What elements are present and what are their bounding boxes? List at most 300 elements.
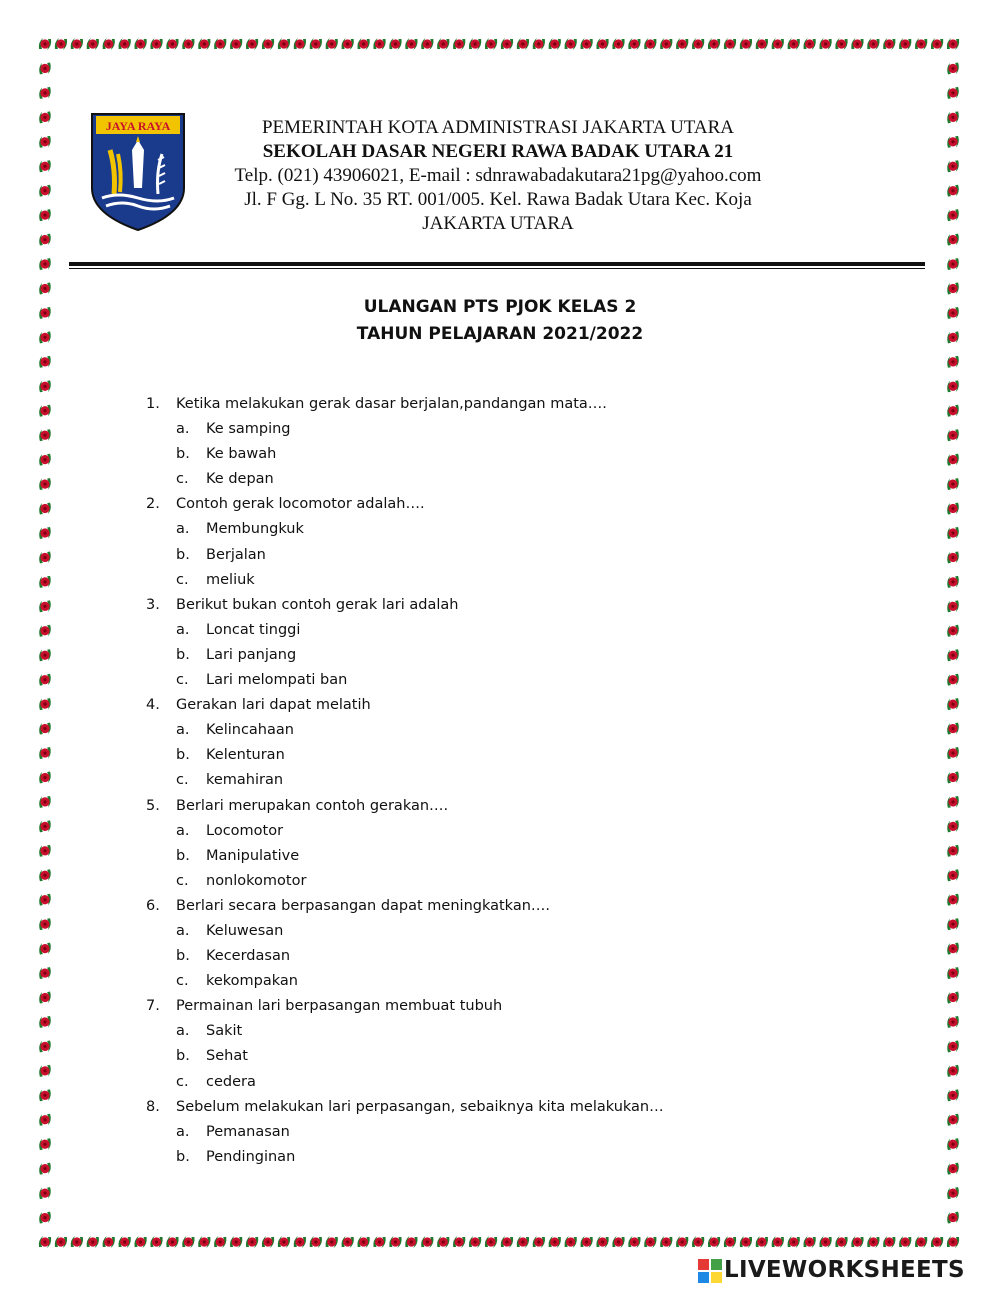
flower-ornament bbox=[38, 624, 52, 638]
flower-ornament bbox=[246, 1236, 258, 1248]
flower-ornament bbox=[947, 1236, 959, 1248]
flower-ornament bbox=[580, 38, 592, 50]
flower-ornament bbox=[246, 38, 258, 50]
flower-ornament bbox=[38, 379, 52, 393]
flower-ornament bbox=[421, 1236, 433, 1248]
answer-option bbox=[146, 1070, 846, 1095]
flower-ornament bbox=[166, 38, 178, 50]
question-number: 7. bbox=[146, 998, 160, 1015]
flower-ornament bbox=[453, 1236, 465, 1248]
flower-ornament bbox=[103, 38, 115, 50]
option-letter: b. bbox=[176, 948, 190, 965]
flower-ornament bbox=[517, 38, 529, 50]
flower-ornament bbox=[262, 38, 274, 50]
option-text: Lari melompati ban bbox=[206, 672, 348, 689]
flower-ornament bbox=[612, 1236, 624, 1248]
flower-ornament bbox=[310, 38, 322, 50]
flower-ornament bbox=[38, 355, 52, 369]
answer-option bbox=[146, 969, 846, 994]
flower-ornament bbox=[150, 38, 162, 50]
flower-ornament bbox=[946, 942, 960, 956]
flower-ornament bbox=[38, 1039, 52, 1053]
flower-ornament bbox=[357, 38, 369, 50]
flower-ornament bbox=[71, 1236, 83, 1248]
flower-ornament bbox=[373, 1236, 385, 1248]
flower-ornament bbox=[946, 233, 960, 247]
answer-option bbox=[146, 668, 846, 693]
flower-ornament bbox=[692, 38, 704, 50]
flower-ornament bbox=[533, 1236, 545, 1248]
flower-ornament bbox=[803, 38, 815, 50]
option-letter: b. bbox=[176, 1048, 190, 1065]
flower-ornament bbox=[469, 1236, 481, 1248]
flower-ornament bbox=[38, 61, 52, 75]
flower-ornament bbox=[946, 1186, 960, 1200]
jakarta-emblem-logo bbox=[88, 110, 188, 232]
option-text: Ke depan bbox=[206, 471, 274, 488]
question-item bbox=[146, 1095, 846, 1120]
flower-ornament bbox=[580, 1236, 592, 1248]
flower-ornament bbox=[326, 1236, 338, 1248]
logo-lettering: JAYA RAYA bbox=[105, 119, 171, 133]
option-letter: c. bbox=[176, 471, 189, 488]
flower-ornament bbox=[628, 38, 640, 50]
question-item bbox=[146, 593, 846, 618]
flower-ornament bbox=[38, 453, 52, 467]
option-letter: a. bbox=[176, 722, 190, 739]
flower-ornament bbox=[38, 550, 52, 564]
flower-ornament bbox=[596, 38, 608, 50]
flower-ornament bbox=[38, 1162, 52, 1176]
flower-ornament bbox=[660, 38, 672, 50]
flower-ornament bbox=[166, 1236, 178, 1248]
flower-ornament bbox=[946, 1211, 960, 1225]
option-letter: a. bbox=[176, 1123, 190, 1140]
flower-ornament bbox=[38, 697, 52, 711]
option-text: Lari panjang bbox=[206, 646, 297, 663]
answer-option bbox=[146, 844, 846, 869]
flower-ornament bbox=[644, 1236, 656, 1248]
flower-ornament bbox=[946, 1039, 960, 1053]
flower-ornament bbox=[946, 1137, 960, 1151]
question-text: Ketika melakukan gerak dasar berjalan,pandangan mata…. bbox=[176, 396, 607, 412]
flower-ornament bbox=[946, 526, 960, 540]
flower-ornament bbox=[38, 770, 52, 784]
answer-option bbox=[146, 743, 846, 768]
option-text: Loncat tinggi bbox=[206, 621, 301, 638]
flower-ornament bbox=[612, 38, 624, 50]
flower-ornament bbox=[946, 159, 960, 173]
option-text: Pemanasan bbox=[206, 1123, 290, 1140]
flower-ornament bbox=[342, 1236, 354, 1248]
flower-ornament bbox=[692, 1236, 704, 1248]
option-letter: c. bbox=[176, 1073, 189, 1090]
flower-ornament bbox=[389, 38, 401, 50]
flower-ornament bbox=[946, 844, 960, 858]
question-list bbox=[146, 392, 846, 1170]
flower-ornament bbox=[946, 770, 960, 784]
option-letter: c. bbox=[176, 872, 189, 889]
flower-ornament bbox=[708, 1236, 720, 1248]
flower-ornament bbox=[946, 1162, 960, 1176]
flower-ornament bbox=[421, 38, 433, 50]
flower-ornament bbox=[38, 86, 52, 100]
flower-ornament bbox=[103, 1236, 115, 1248]
option-text: Berjalan bbox=[206, 546, 266, 563]
flower-ornament bbox=[38, 428, 52, 442]
flower-ornament bbox=[788, 1236, 800, 1248]
flower-ornament bbox=[182, 1236, 194, 1248]
flower-ornament bbox=[946, 282, 960, 296]
flower-ornament bbox=[867, 38, 879, 50]
flower-ornament bbox=[38, 257, 52, 271]
flower-ornament bbox=[437, 38, 449, 50]
liveworksheets-brand bbox=[698, 1256, 998, 1286]
flower-ornament bbox=[565, 1236, 577, 1248]
question-item bbox=[146, 392, 846, 417]
flower-ornament bbox=[294, 38, 306, 50]
flower-ornament bbox=[453, 38, 465, 50]
flower-ornament bbox=[469, 38, 481, 50]
flower-ornament bbox=[915, 38, 927, 50]
answer-option bbox=[146, 944, 846, 969]
flower-ornament bbox=[373, 38, 385, 50]
flower-ornament bbox=[628, 1236, 640, 1248]
answer-option bbox=[146, 1019, 846, 1044]
flower-ornament bbox=[262, 1236, 274, 1248]
flower-ornament bbox=[565, 38, 577, 50]
flower-ornament bbox=[230, 38, 242, 50]
option-text: Sehat bbox=[206, 1048, 248, 1065]
flower-ornament bbox=[517, 1236, 529, 1248]
option-letter: b. bbox=[176, 847, 190, 864]
exam-title: ULANGAN PTS PJOK KELAS 2 bbox=[363, 297, 637, 317]
flower-ornament bbox=[38, 942, 52, 956]
flower-ornament bbox=[946, 648, 960, 662]
option-letter: c. bbox=[176, 571, 189, 588]
flower-ornament bbox=[38, 991, 52, 1005]
flower-ornament bbox=[596, 1236, 608, 1248]
flower-ornament bbox=[756, 1236, 768, 1248]
flower-ornament bbox=[788, 38, 800, 50]
flower-ornament bbox=[946, 673, 960, 687]
flower-ornament bbox=[38, 1211, 52, 1225]
letterhead-divider-thin bbox=[69, 268, 925, 269]
flower-ornament bbox=[946, 428, 960, 442]
option-letter: a. bbox=[176, 521, 190, 538]
option-letter: c. bbox=[176, 772, 189, 789]
answer-option bbox=[146, 467, 846, 492]
flower-ornament bbox=[931, 1236, 943, 1248]
flower-ornament bbox=[294, 1236, 306, 1248]
flower-ornament bbox=[278, 38, 290, 50]
option-letter: b. bbox=[176, 1148, 190, 1165]
flower-ornament bbox=[38, 477, 52, 491]
flower-ornament bbox=[38, 184, 52, 198]
school-contact: Telp. (021) 43906021, E-mail : sdnrawabadakutara21pg@yahoo.com bbox=[234, 165, 762, 186]
question-number: 2. bbox=[146, 496, 160, 513]
flower-ornament bbox=[946, 61, 960, 75]
answer-option bbox=[146, 643, 846, 668]
flower-ornament bbox=[946, 110, 960, 124]
question-text: Sebelum melakukan lari perpasangan, sebaiknya kita melakukan… bbox=[176, 1098, 664, 1115]
flower-ornament bbox=[946, 1064, 960, 1078]
answer-option bbox=[146, 618, 846, 643]
flower-ornament bbox=[389, 1236, 401, 1248]
question-number: 5. bbox=[146, 797, 160, 814]
answer-option bbox=[146, 568, 846, 593]
flower-ornament bbox=[883, 38, 895, 50]
flower-ornament bbox=[915, 1236, 927, 1248]
flower-ornament bbox=[946, 599, 960, 613]
flower-ornament bbox=[38, 1186, 52, 1200]
flower-ornament bbox=[946, 1015, 960, 1029]
answer-option bbox=[146, 543, 846, 568]
flower-ornament bbox=[946, 697, 960, 711]
option-text: kemahiran bbox=[206, 772, 284, 789]
answer-option bbox=[146, 768, 846, 793]
flower-ornament bbox=[676, 38, 688, 50]
flower-ornament bbox=[198, 1236, 210, 1248]
option-letter: b. bbox=[176, 747, 190, 764]
answer-option bbox=[146, 1044, 846, 1069]
flower-ornament bbox=[946, 477, 960, 491]
flower-ornament bbox=[71, 38, 83, 50]
flower-ornament bbox=[946, 868, 960, 882]
flower-ornament bbox=[947, 38, 959, 50]
option-text: nonlokomotor bbox=[206, 872, 307, 889]
flower-ornament bbox=[118, 38, 130, 50]
flower-ornament bbox=[931, 38, 943, 50]
flower-ornament bbox=[946, 575, 960, 589]
school-address: Jl. F Gg. L No. 35 RT. 001/005. Kel. Rawa Badak Utara Kec. Koja bbox=[244, 189, 752, 210]
option-text: Kelincahaan bbox=[206, 722, 294, 739]
flower-ornament bbox=[772, 38, 784, 50]
question-item bbox=[146, 693, 846, 718]
option-text: meliuk bbox=[206, 571, 255, 588]
flower-ornament bbox=[946, 257, 960, 271]
flower-ornament bbox=[946, 135, 960, 149]
flower-ornament bbox=[946, 355, 960, 369]
flower-ornament bbox=[39, 38, 51, 50]
flower-ornament bbox=[38, 819, 52, 833]
option-text: Locomotor bbox=[206, 822, 284, 839]
flower-ornament bbox=[38, 404, 52, 418]
flower-ornament bbox=[38, 648, 52, 662]
flower-ornament bbox=[38, 844, 52, 858]
flower-ornament bbox=[150, 1236, 162, 1248]
flower-ornament bbox=[38, 575, 52, 589]
answer-option bbox=[146, 417, 846, 442]
option-letter: a. bbox=[176, 822, 190, 839]
flower-ornament bbox=[214, 1236, 226, 1248]
flower-ornament bbox=[644, 38, 656, 50]
flower-ornament bbox=[946, 379, 960, 393]
option-letter: a. bbox=[176, 621, 190, 638]
flower-ornament bbox=[946, 1088, 960, 1102]
flower-ornament bbox=[946, 550, 960, 564]
flower-ornament bbox=[134, 38, 146, 50]
flower-ornament bbox=[946, 819, 960, 833]
flower-ornament bbox=[485, 1236, 497, 1248]
letterhead-divider-thick bbox=[69, 262, 925, 266]
flower-ornament bbox=[87, 1236, 99, 1248]
flower-ornament bbox=[38, 1113, 52, 1127]
flower-ornament bbox=[946, 404, 960, 418]
flower-ornament bbox=[485, 38, 497, 50]
flower-ornament bbox=[740, 38, 752, 50]
flower-ornament bbox=[38, 282, 52, 296]
flower-ornament bbox=[38, 1064, 52, 1078]
flower-ornament bbox=[38, 746, 52, 760]
flower-ornament bbox=[533, 38, 545, 50]
flower-ornament bbox=[549, 38, 561, 50]
flower-ornament bbox=[883, 1236, 895, 1248]
answer-option bbox=[146, 1145, 846, 1170]
flower-ornament bbox=[405, 38, 417, 50]
flower-ornament bbox=[867, 1236, 879, 1248]
flower-ornament bbox=[38, 1137, 52, 1151]
school-name: SEKOLAH DASAR NEGERI RAWA BADAK UTARA 21 bbox=[262, 141, 734, 162]
flower-ornament bbox=[946, 966, 960, 980]
flower-ornament bbox=[230, 1236, 242, 1248]
answer-option bbox=[146, 919, 846, 944]
flower-ornament bbox=[851, 38, 863, 50]
exam-year: TAHUN PELAJARAN 2021/2022 bbox=[356, 324, 644, 344]
flower-ornament bbox=[851, 1236, 863, 1248]
flower-ornament bbox=[899, 1236, 911, 1248]
question-text: Berlari secara berpasangan dapat meningkatkan…. bbox=[176, 897, 550, 914]
flower-ornament bbox=[835, 1236, 847, 1248]
answer-option bbox=[146, 517, 846, 542]
flower-ornament bbox=[310, 1236, 322, 1248]
option-text: Membungkuk bbox=[206, 521, 304, 538]
question-number: 6. bbox=[146, 897, 160, 914]
flower-ornament bbox=[708, 38, 720, 50]
flower-ornament bbox=[38, 1015, 52, 1029]
option-text: Ke bawah bbox=[206, 446, 277, 463]
government-name: PEMERINTAH KOTA ADMINISTRASI JAKARTA UTARA bbox=[261, 117, 734, 138]
liveworksheets-logo-icon bbox=[698, 1259, 722, 1283]
option-letter: a. bbox=[176, 922, 190, 939]
option-text: Kecerdasan bbox=[206, 948, 291, 965]
flower-ornament bbox=[676, 1236, 688, 1248]
liveworksheets-wordmark: LIVEWORKSHEETS bbox=[724, 1257, 965, 1283]
flower-ornament bbox=[326, 38, 338, 50]
option-text: Manipulative bbox=[206, 847, 300, 864]
flower-ornament bbox=[724, 1236, 736, 1248]
option-letter: b. bbox=[176, 446, 190, 463]
flower-ornament bbox=[437, 1236, 449, 1248]
flower-ornament bbox=[38, 868, 52, 882]
flower-ornament bbox=[38, 208, 52, 222]
question-number: 8. bbox=[146, 1098, 160, 1115]
flower-ornament bbox=[501, 38, 513, 50]
question-text: Berikut bukan contoh gerak lari adalah bbox=[176, 596, 459, 613]
flower-ornament bbox=[38, 673, 52, 687]
answer-option bbox=[146, 869, 846, 894]
flower-ornament bbox=[357, 1236, 369, 1248]
question-item bbox=[146, 794, 846, 819]
option-text: Sakit bbox=[206, 1023, 243, 1040]
flower-ornament bbox=[946, 624, 960, 638]
option-text: kekompakan bbox=[206, 973, 298, 990]
flower-ornament bbox=[38, 526, 52, 540]
flower-ornament bbox=[38, 722, 52, 736]
flower-ornament bbox=[55, 1236, 67, 1248]
flower-ornament bbox=[899, 38, 911, 50]
letterhead-text bbox=[198, 116, 798, 236]
flower-ornament bbox=[946, 722, 960, 736]
flower-ornament bbox=[946, 893, 960, 907]
flower-ornament bbox=[38, 159, 52, 173]
flower-ornament bbox=[724, 38, 736, 50]
question-number: 1. bbox=[146, 396, 160, 412]
flower-ornament bbox=[182, 38, 194, 50]
flower-ornament bbox=[198, 38, 210, 50]
answer-option bbox=[146, 1120, 846, 1145]
flower-ornament bbox=[740, 1236, 752, 1248]
flower-ornament bbox=[87, 38, 99, 50]
flower-ornament bbox=[946, 502, 960, 516]
question-number: 4. bbox=[146, 697, 160, 714]
flower-ornament bbox=[38, 893, 52, 907]
option-letter: c. bbox=[176, 672, 189, 689]
flower-ornament bbox=[819, 1236, 831, 1248]
option-letter: a. bbox=[176, 421, 190, 438]
flower-ornament bbox=[38, 966, 52, 980]
flower-ornament bbox=[946, 746, 960, 760]
option-letter: b. bbox=[176, 546, 190, 563]
option-letter: b. bbox=[176, 646, 190, 663]
question-text: Permainan lari berpasangan membuat tubuh bbox=[176, 998, 503, 1015]
option-letter: c. bbox=[176, 973, 189, 990]
flower-ornament bbox=[772, 1236, 784, 1248]
flower-ornament bbox=[134, 1236, 146, 1248]
flower-ornament bbox=[38, 1088, 52, 1102]
flower-ornament bbox=[946, 1113, 960, 1127]
flower-ornament bbox=[946, 86, 960, 100]
flower-ornament bbox=[342, 38, 354, 50]
flower-ornament bbox=[38, 502, 52, 516]
flower-ornament bbox=[756, 38, 768, 50]
flower-ornament bbox=[835, 38, 847, 50]
question-text: Berlari merupakan contoh gerakan…. bbox=[176, 797, 449, 814]
flower-ornament bbox=[946, 208, 960, 222]
flower-ornament bbox=[55, 38, 67, 50]
flower-ornament bbox=[803, 1236, 815, 1248]
flower-ornament bbox=[946, 453, 960, 467]
flower-ornament bbox=[549, 1236, 561, 1248]
flower-ornament bbox=[39, 1236, 51, 1248]
question-item bbox=[146, 994, 846, 1019]
flower-ornament bbox=[501, 1236, 513, 1248]
flower-ornament bbox=[118, 1236, 130, 1248]
option-text: Pendinginan bbox=[206, 1148, 296, 1165]
option-letter: a. bbox=[176, 1023, 190, 1040]
question-text: Contoh gerak locomotor adalah…. bbox=[176, 496, 425, 513]
question-number: 3. bbox=[146, 596, 160, 613]
flower-ornament bbox=[405, 1236, 417, 1248]
flower-ornament bbox=[946, 795, 960, 809]
question-item bbox=[146, 492, 846, 517]
option-text: Ke samping bbox=[206, 421, 291, 438]
flower-ornament bbox=[946, 184, 960, 198]
answer-option bbox=[146, 718, 846, 743]
flower-ornament bbox=[38, 917, 52, 931]
question-item bbox=[146, 894, 846, 919]
flower-ornament bbox=[214, 38, 226, 50]
